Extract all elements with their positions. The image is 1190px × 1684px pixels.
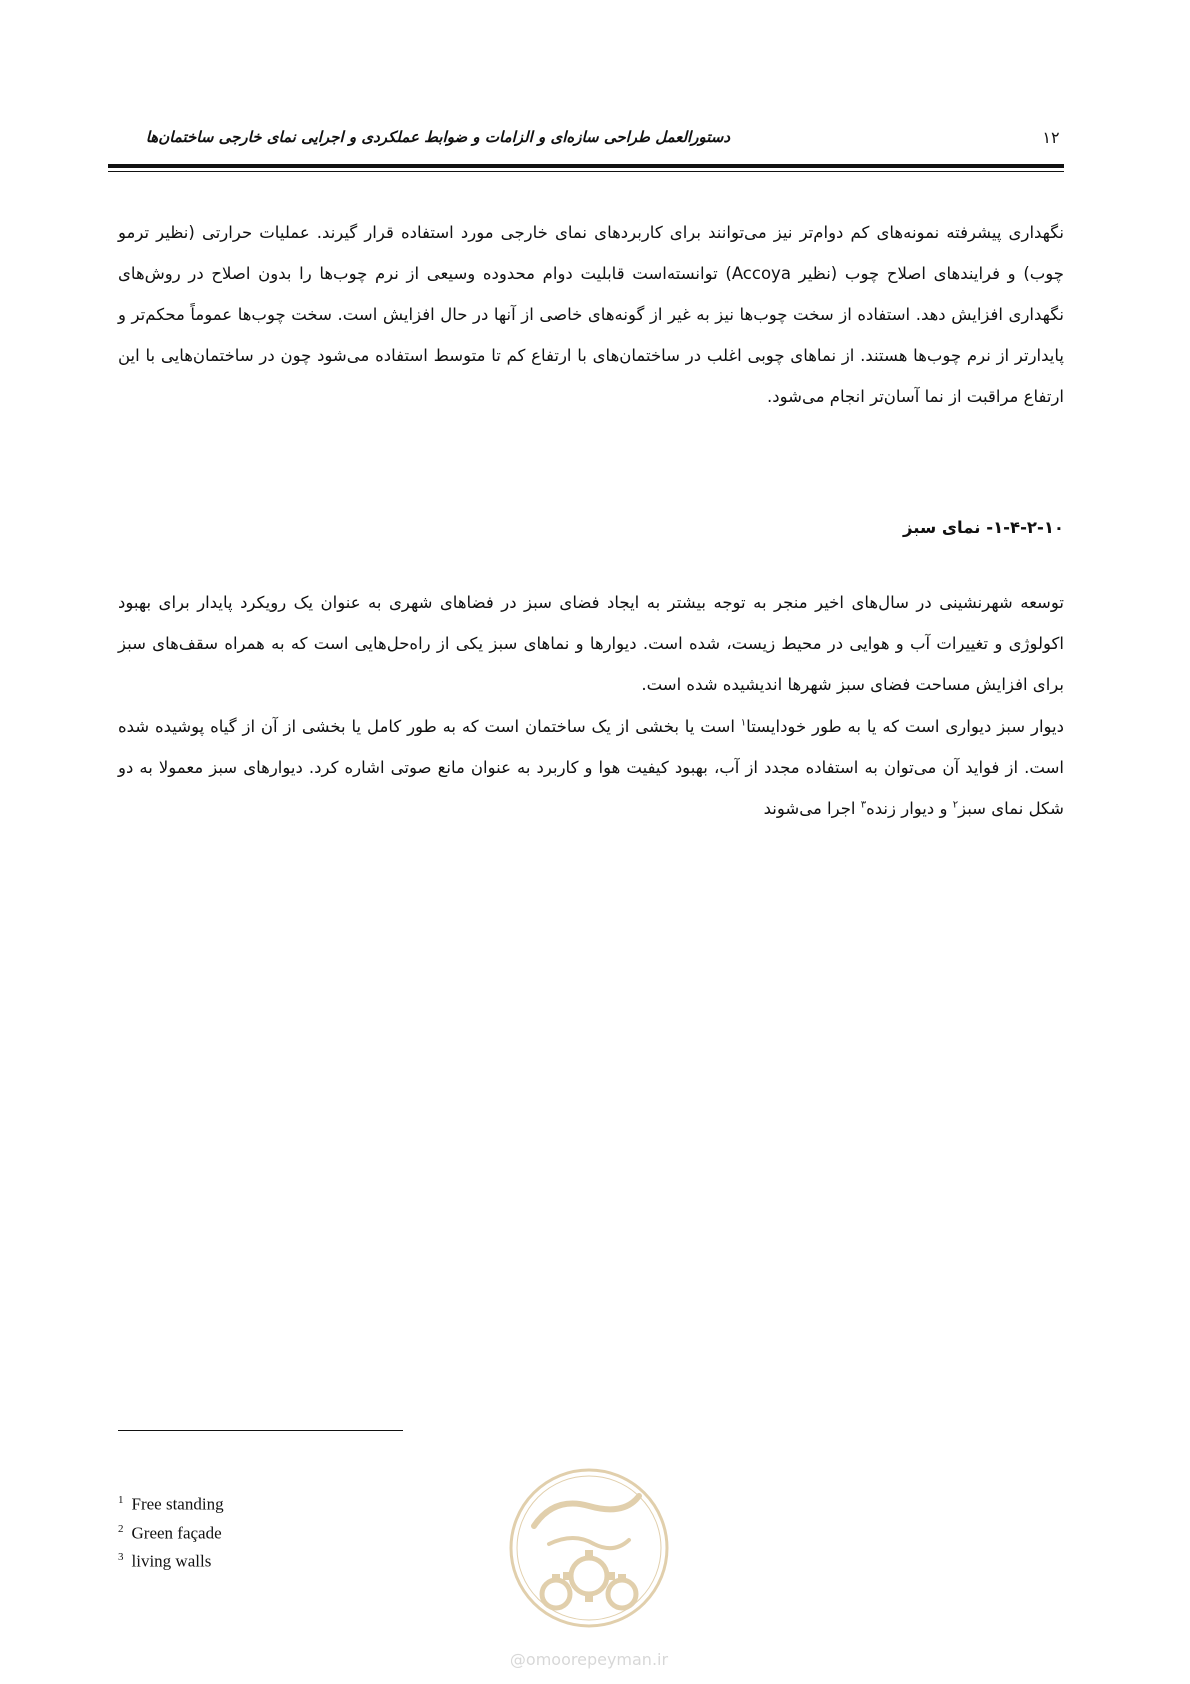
footnote-number: 3: [118, 1551, 124, 1564]
footnote-ref-2[interactable]: ۲: [952, 799, 959, 811]
header-rule-thin: [108, 171, 1064, 172]
paragraph-green-wall-definition: [118, 706, 1064, 829]
text-run: و دیوار زنده: [866, 799, 953, 818]
page-number: ۱۲: [1042, 128, 1060, 147]
text-run: اجرا می‌شوند: [763, 799, 861, 818]
paragraph-text: نگهداری پیشرفته نمونه‌های کم دوام‌تر نیز می‌توانند برای کاربردهای نمای خارجی مورد استفاده قرار گیرند. عملیات حرارتی (نظیر ترمو چوب) و فرایندهای اصلاح چوب (نظیر Accoya) توانسته‌است قابلیت دوام محدوده وسیعی از نرم چوب‌ها را بدون اصلاح در روش‌های نگهداری افزایش دهد. استفاده از سخت چوب‌ها نیز به غیر از گونه‌های خاصی از آنها در حال افزایش است. سخت چوب‌ها عموماً محکم‌تر و پایدارتر از نرم چوب‌ها هستند. از نماهای چوبی اغلب در ساختمان‌های با ارتفاع کم تا متوسط استفاده می‌شود چون در ساختمان‌هایی با این ارتفاع مراقبت از نما آسان‌تر انجام می‌شود.: [118, 223, 1065, 406]
paragraph-wood-facades: [118, 212, 1064, 417]
footnote-text: living walls: [131, 1551, 212, 1571]
paragraph-text: توسعه شهرنشینی در سال‌های اخیر منجر به توجه بیشتر به ایجاد فضای سبز در فضاهای شهری به عنوان یک رویکرد پایدار برای بهبود اکولوژی و تغییرات آب و هوایی در محیط زیست، شده است. دیوارها و نماهای سبز یکی از راه‌حل‌هایی است که به همراه سقف‌های سبز برای افزایش مساحت فضای سبز شهرها اندیشیده شده است.: [118, 593, 1064, 694]
footnote-number: 1: [118, 1494, 124, 1506]
footnote-ref-3[interactable]: ۳: [860, 799, 867, 811]
footnotes: [118, 1488, 418, 1574]
watermark: [486, 1466, 692, 1672]
footnote-item: [118, 1545, 418, 1574]
text-run: است یا بخشی از یک ساختمان است که به طور کامل یا بخشی از آن از گیاه پوشیده شده است. از فواید آن می‌توان به استفاده مجدد از آب، بهبود کیفیت هوا و کاربرد به عنوان مانع صوتی اشاره کرد. دیوارهای سبز معمولا به دو شکل نمای سبز: [118, 717, 1064, 818]
footnote-text: Green façade: [131, 1523, 222, 1543]
header-rule-thick: [108, 164, 1064, 168]
footnote-separator: [118, 1430, 403, 1431]
watermark-url: @omoorepeyman.ir: [509, 1650, 669, 1669]
gear-seal-icon: [494, 1466, 684, 1636]
section-heading-green-facade: ۱-۴-۲-۱۰- نمای سبز: [902, 518, 1064, 537]
footnote-number: 2: [118, 1522, 124, 1535]
running-header-title: دستورالعمل طراحی سازه‌ای و الزامات و ضوابط عملکردی و اجرایی نمای خارجی ساختمان‌ها: [145, 128, 730, 146]
paragraph-text: [118, 706, 1064, 829]
footnote-text: Free standing: [131, 1494, 224, 1514]
footnote-item: [118, 1517, 418, 1546]
footnote-ref-1[interactable]: ۱: [740, 717, 747, 729]
text-run: دیوار سبز دیواری است که یا به طور خودایستا: [746, 717, 1064, 736]
footnote-item: [118, 1488, 418, 1517]
paragraph-urbanization: [118, 582, 1064, 705]
